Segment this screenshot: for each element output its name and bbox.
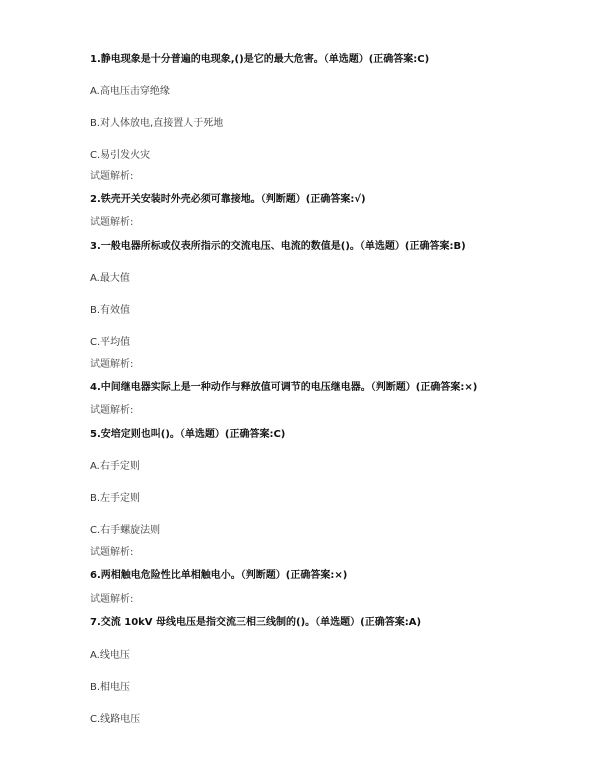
question-2-stem: 2.铁壳开关安装时外壳必须可靠接地。（判断题）(正确答案:√) — [90, 194, 366, 205]
question-7-option-c: C.线路电压 — [90, 714, 141, 725]
question-2-analysis: 试题解析: — [90, 217, 134, 228]
question-3-option-c: C.平均值 — [90, 337, 131, 348]
question-1-stem: 1.静电现象是十分普遍的电现象,()是它的最大危害。（单选题）(正确答案:C) — [90, 54, 430, 65]
question-6-analysis: 试题解析: — [90, 594, 134, 605]
question-1-option-a: A.高电压击穿绝缘 — [90, 86, 170, 97]
question-4-stem: 4.中间继电器实际上是一种动作与释放值可调节的电压继电器。（判断题）(正确答案:×) — [90, 382, 478, 393]
question-1-option-b: B.对人体放电,直接置人于死地 — [90, 118, 224, 129]
question-7-option-a: A.线电压 — [90, 650, 130, 661]
question-6-stem: 6.两相触电危险性比单相触电小。（判断题）(正确答案:×) — [90, 570, 348, 581]
question-5-analysis: 试题解析: — [90, 547, 134, 558]
question-3-option-b: B.有效值 — [90, 305, 131, 316]
question-3-analysis: 试题解析: — [90, 359, 134, 370]
question-5-option-c: C.右手螺旋法则 — [90, 525, 161, 536]
question-5-option-b: B.左手定则 — [90, 493, 141, 504]
question-5-option-a: A.右手定则 — [90, 461, 140, 472]
question-7-option-b: B.相电压 — [90, 682, 131, 693]
question-4-analysis: 试题解析: — [90, 405, 134, 416]
question-7-stem: 7.交流 10kV 母线电压是指交流三相三线制的()。（单选题）(正确答案:A) — [90, 617, 422, 628]
question-1-analysis: 试题解析: — [90, 171, 134, 182]
question-5-stem: 5.安培定则也叫()。（单选题）(正确答案:C) — [90, 429, 286, 440]
question-3-stem: 3.一般电器所标或仪表所指示的交流电压、电流的数值是()。（单选题）(正确答案:B) — [90, 241, 466, 252]
question-3-option-a: A.最大值 — [90, 273, 130, 284]
question-1-option-c: C.易引发火灾 — [90, 150, 151, 161]
